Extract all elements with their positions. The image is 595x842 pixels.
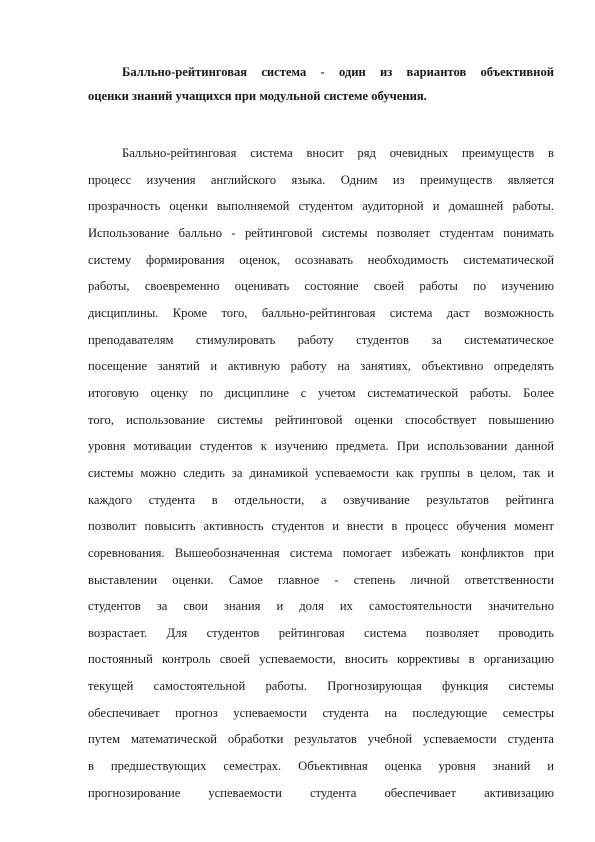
body-line: каждого студента в отдельности, а озвучивание результатов рейтинга — [88, 492, 554, 507]
body-line: выставлении оценки. Самое главное - степень личной ответственности — [88, 572, 554, 587]
body-line: постоянный контроль своей успеваемости, вносить коррективы в организацию — [88, 652, 554, 667]
body-line: текущей самостоятельной работы. Прогнозирующая функция системы — [88, 679, 554, 694]
body-line: посещение занятий и активную работу на занятиях, объективно определять — [88, 359, 554, 374]
body-line: студентов за свои знания и доля их самостоятельности значительно — [88, 599, 554, 614]
body-line: итоговую оценку по дисциплине с учетом систематической работы. Более — [88, 385, 554, 400]
body-line: процесс изучения английского языка. Одним из преимуществ является — [88, 172, 554, 187]
body-line: дисциплины. Кроме того, балльно-рейтинговая система даст возможность — [88, 305, 554, 320]
body-line: позволит повысить активность студентов и внести в процесс обучения момент — [88, 519, 554, 534]
body-line: уровня мотивации студентов к изучению предмета. При использовании данной — [88, 439, 554, 454]
body-line: Использование балльно - рейтинговой системы позволяет студентам понимать — [88, 225, 554, 240]
body-line: в предшествующих семестрах. Объективная оценка уровня знаний и — [88, 759, 554, 774]
title-line-1: Балльно-рейтинговая система - один из вариантов объективной — [122, 65, 554, 79]
document-body — [88, 140, 554, 806]
body-line: прозрачность оценки выполняемой студентом аудиторной и домашней работы. — [88, 199, 554, 214]
body-line: того, использование системы рейтинговой оценки способствует повышению — [88, 412, 554, 427]
body-line: соревнования. Вышеобозначенная система помогает избежать конфликтов при — [88, 545, 554, 560]
document-title — [88, 60, 554, 108]
body-line: системы можно следить за динамикой успеваемости как группы в целом, так и — [88, 465, 554, 480]
body-line: работы, своевременно оценивать состояние своей работы по изучению — [88, 279, 554, 294]
body-line: обеспечивает прогноз успеваемости студента на последующие семестры — [88, 705, 554, 720]
body-line: путем математической обработки результатов учебной успеваемости студента — [88, 732, 554, 747]
body-line: преподавателям стимулировать работу студентов за систематическое — [88, 332, 554, 347]
body-line: Балльно-рейтинговая система вносит ряд очевидных преимуществ в — [122, 146, 554, 160]
body-line: систему формирования оценок, осознавать необходимость систематической — [88, 252, 554, 267]
body-line: возрастает. Для студентов рейтинговая система позволяет проводить — [88, 625, 554, 640]
body-line: прогнозирование успеваемости студента обеспечивает активизацию — [88, 785, 554, 800]
title-line-2: оценки знаний учащихся при модульной системе обучения. — [88, 89, 427, 103]
